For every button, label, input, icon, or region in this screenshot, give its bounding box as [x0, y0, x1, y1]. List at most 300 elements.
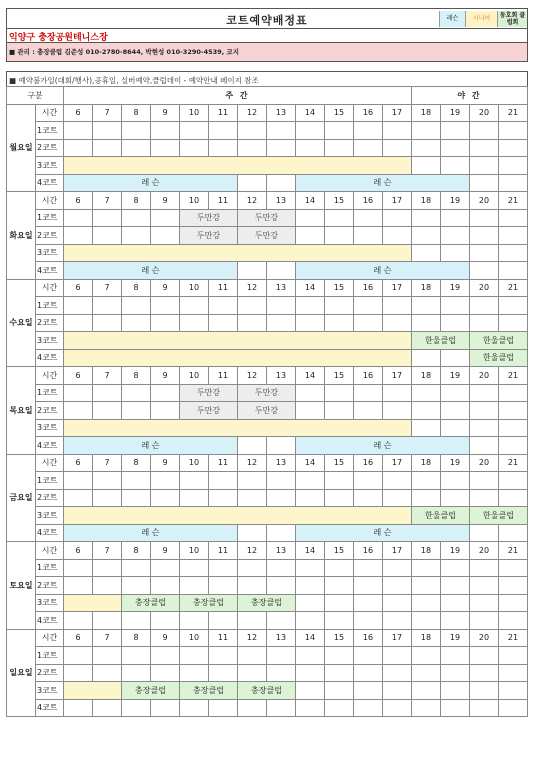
slot-cell[interactable] — [325, 612, 354, 630]
slot-cell[interactable] — [499, 209, 528, 227]
slot-cell[interactable] — [325, 594, 354, 612]
slot-cell[interactable] — [93, 402, 122, 420]
booking-block[interactable]: 두만강 — [180, 402, 238, 420]
slot-cell[interactable] — [325, 314, 354, 332]
slot-cell[interactable] — [499, 437, 528, 455]
slot-cell[interactable] — [412, 559, 441, 577]
booking-block[interactable]: 충장클럽 — [180, 594, 238, 612]
slot-cell[interactable] — [383, 699, 412, 717]
slot-cell[interactable] — [180, 314, 209, 332]
slot-cell[interactable] — [64, 612, 93, 630]
slot-cell[interactable] — [64, 384, 93, 402]
slot-cell[interactable] — [441, 139, 470, 157]
slot-cell[interactable] — [412, 314, 441, 332]
slot-cell[interactable] — [296, 664, 325, 682]
slot-cell[interactable] — [267, 139, 296, 157]
slot-cell[interactable] — [93, 227, 122, 245]
slot-cell[interactable] — [354, 297, 383, 315]
slot-cell[interactable] — [267, 262, 296, 280]
slot-cell[interactable] — [93, 314, 122, 332]
slot-cell[interactable] — [441, 314, 470, 332]
slot-cell[interactable] — [93, 472, 122, 490]
slot-cell[interactable] — [441, 297, 470, 315]
slot-cell[interactable] — [180, 612, 209, 630]
slot-cell[interactable] — [354, 594, 383, 612]
slot-cell[interactable] — [383, 647, 412, 665]
slot-cell[interactable] — [470, 577, 499, 595]
slot-cell[interactable] — [122, 472, 151, 490]
slot-cell[interactable] — [267, 472, 296, 490]
reserved-block[interactable] — [64, 157, 412, 175]
slot-cell[interactable] — [122, 612, 151, 630]
slot-cell[interactable] — [64, 297, 93, 315]
slot-cell[interactable] — [151, 489, 180, 507]
booking-block[interactable]: 한울클럽 — [470, 349, 528, 367]
slot-cell[interactable] — [209, 699, 238, 717]
booking-block[interactable]: 두만강 — [180, 384, 238, 402]
slot-cell[interactable] — [238, 174, 267, 192]
booking-block[interactable]: 레 슨 — [64, 262, 238, 280]
slot-cell[interactable] — [151, 297, 180, 315]
slot-cell[interactable] — [470, 524, 499, 542]
slot-cell[interactable] — [325, 559, 354, 577]
slot-cell[interactable] — [499, 122, 528, 140]
slot-cell[interactable] — [354, 384, 383, 402]
slot-cell[interactable] — [238, 559, 267, 577]
booking-block[interactable]: 레 슨 — [296, 524, 470, 542]
slot-cell[interactable] — [93, 699, 122, 717]
slot-cell[interactable] — [122, 577, 151, 595]
slot-cell[interactable] — [151, 612, 180, 630]
slot-cell[interactable] — [122, 402, 151, 420]
reserved-block[interactable] — [64, 682, 122, 700]
slot-cell[interactable] — [499, 647, 528, 665]
slot-cell[interactable] — [354, 402, 383, 420]
slot-cell[interactable] — [354, 682, 383, 700]
slot-cell[interactable] — [93, 489, 122, 507]
slot-cell[interactable] — [296, 682, 325, 700]
slot-cell[interactable] — [412, 594, 441, 612]
slot-cell[interactable] — [93, 209, 122, 227]
slot-cell[interactable] — [122, 489, 151, 507]
reserved-block[interactable] — [64, 419, 412, 437]
slot-cell[interactable] — [383, 314, 412, 332]
slot-cell[interactable] — [209, 647, 238, 665]
slot-cell[interactable] — [383, 209, 412, 227]
slot-cell[interactable] — [470, 612, 499, 630]
slot-cell[interactable] — [412, 419, 441, 437]
slot-cell[interactable] — [93, 139, 122, 157]
slot-cell[interactable] — [209, 472, 238, 490]
slot-cell[interactable] — [499, 174, 528, 192]
slot-cell[interactable] — [151, 577, 180, 595]
slot-cell[interactable] — [441, 594, 470, 612]
slot-cell[interactable] — [412, 577, 441, 595]
slot-cell[interactable] — [151, 122, 180, 140]
slot-cell[interactable] — [238, 524, 267, 542]
slot-cell[interactable] — [499, 419, 528, 437]
slot-cell[interactable] — [441, 472, 470, 490]
slot-cell[interactable] — [412, 209, 441, 227]
slot-cell[interactable] — [499, 227, 528, 245]
reserved-block[interactable] — [64, 332, 412, 350]
slot-cell[interactable] — [354, 699, 383, 717]
slot-cell[interactable] — [267, 297, 296, 315]
slot-cell[interactable] — [325, 489, 354, 507]
slot-cell[interactable] — [209, 577, 238, 595]
slot-cell[interactable] — [180, 489, 209, 507]
slot-cell[interactable] — [296, 384, 325, 402]
slot-cell[interactable] — [238, 612, 267, 630]
slot-cell[interactable] — [325, 122, 354, 140]
slot-cell[interactable] — [499, 314, 528, 332]
reserved-block[interactable] — [64, 507, 412, 525]
slot-cell[interactable] — [383, 472, 412, 490]
slot-cell[interactable] — [412, 489, 441, 507]
slot-cell[interactable] — [441, 559, 470, 577]
booking-block[interactable]: 두만강 — [238, 402, 296, 420]
slot-cell[interactable] — [151, 139, 180, 157]
booking-block[interactable]: 한울클럽 — [412, 332, 470, 350]
slot-cell[interactable] — [209, 559, 238, 577]
slot-cell[interactable] — [441, 489, 470, 507]
slot-cell[interactable] — [470, 227, 499, 245]
slot-cell[interactable] — [354, 472, 383, 490]
slot-cell[interactable] — [470, 244, 499, 262]
slot-cell[interactable] — [180, 472, 209, 490]
slot-cell[interactable] — [412, 227, 441, 245]
slot-cell[interactable] — [267, 174, 296, 192]
slot-cell[interactable] — [209, 314, 238, 332]
slot-cell[interactable] — [296, 227, 325, 245]
slot-cell[interactable] — [499, 262, 528, 280]
slot-cell[interactable] — [499, 559, 528, 577]
slot-cell[interactable] — [238, 664, 267, 682]
slot-cell[interactable] — [151, 402, 180, 420]
booking-block[interactable]: 충장클럽 — [238, 682, 296, 700]
slot-cell[interactable] — [441, 349, 470, 367]
slot-cell[interactable] — [209, 489, 238, 507]
slot-cell[interactable] — [180, 139, 209, 157]
slot-cell[interactable] — [151, 209, 180, 227]
slot-cell[interactable] — [441, 209, 470, 227]
slot-cell[interactable] — [93, 297, 122, 315]
slot-cell[interactable] — [122, 384, 151, 402]
booking-block[interactable]: 충장클럽 — [238, 594, 296, 612]
slot-cell[interactable] — [122, 647, 151, 665]
booking-block[interactable]: 레 슨 — [64, 174, 238, 192]
slot-cell[interactable] — [470, 384, 499, 402]
slot-cell[interactable] — [209, 664, 238, 682]
slot-cell[interactable] — [470, 489, 499, 507]
slot-cell[interactable] — [325, 577, 354, 595]
slot-cell[interactable] — [93, 559, 122, 577]
slot-cell[interactable] — [354, 209, 383, 227]
slot-cell[interactable] — [470, 699, 499, 717]
slot-cell[interactable] — [64, 209, 93, 227]
slot-cell[interactable] — [412, 384, 441, 402]
slot-cell[interactable] — [122, 314, 151, 332]
slot-cell[interactable] — [325, 472, 354, 490]
booking-block[interactable]: 레 슨 — [64, 437, 238, 455]
slot-cell[interactable] — [470, 262, 499, 280]
slot-cell[interactable] — [151, 664, 180, 682]
booking-block[interactable]: 레 슨 — [64, 524, 238, 542]
slot-cell[interactable] — [441, 384, 470, 402]
slot-cell[interactable] — [412, 612, 441, 630]
slot-cell[interactable] — [354, 314, 383, 332]
slot-cell[interactable] — [441, 227, 470, 245]
slot-cell[interactable] — [383, 559, 412, 577]
slot-cell[interactable] — [354, 612, 383, 630]
slot-cell[interactable] — [151, 559, 180, 577]
slot-cell[interactable] — [441, 699, 470, 717]
slot-cell[interactable] — [122, 209, 151, 227]
slot-cell[interactable] — [209, 122, 238, 140]
slot-cell[interactable] — [441, 577, 470, 595]
slot-cell[interactable] — [180, 699, 209, 717]
slot-cell[interactable] — [383, 664, 412, 682]
slot-cell[interactable] — [296, 314, 325, 332]
slot-cell[interactable] — [93, 577, 122, 595]
reserved-block[interactable] — [64, 594, 122, 612]
slot-cell[interactable] — [93, 664, 122, 682]
slot-cell[interactable] — [267, 489, 296, 507]
slot-cell[interactable] — [267, 612, 296, 630]
slot-cell[interactable] — [209, 612, 238, 630]
slot-cell[interactable] — [499, 139, 528, 157]
slot-cell[interactable] — [412, 664, 441, 682]
slot-cell[interactable] — [412, 472, 441, 490]
reserved-block[interactable] — [64, 349, 412, 367]
slot-cell[interactable] — [470, 157, 499, 175]
slot-cell[interactable] — [267, 577, 296, 595]
slot-cell[interactable] — [93, 647, 122, 665]
slot-cell[interactable] — [499, 402, 528, 420]
slot-cell[interactable] — [441, 664, 470, 682]
slot-cell[interactable] — [470, 647, 499, 665]
slot-cell[interactable] — [412, 682, 441, 700]
slot-cell[interactable] — [470, 664, 499, 682]
slot-cell[interactable] — [267, 559, 296, 577]
slot-cell[interactable] — [64, 122, 93, 140]
slot-cell[interactable] — [470, 209, 499, 227]
slot-cell[interactable] — [267, 647, 296, 665]
slot-cell[interactable] — [354, 559, 383, 577]
slot-cell[interactable] — [296, 489, 325, 507]
slot-cell[interactable] — [499, 157, 528, 175]
slot-cell[interactable] — [64, 664, 93, 682]
slot-cell[interactable] — [470, 122, 499, 140]
slot-cell[interactable] — [238, 577, 267, 595]
slot-cell[interactable] — [412, 349, 441, 367]
booking-block[interactable]: 두만강 — [180, 209, 238, 227]
slot-cell[interactable] — [64, 489, 93, 507]
slot-cell[interactable] — [383, 577, 412, 595]
slot-cell[interactable] — [499, 699, 528, 717]
slot-cell[interactable] — [499, 524, 528, 542]
slot-cell[interactable] — [325, 664, 354, 682]
slot-cell[interactable] — [64, 139, 93, 157]
slot-cell[interactable] — [325, 139, 354, 157]
slot-cell[interactable] — [238, 122, 267, 140]
slot-cell[interactable] — [499, 612, 528, 630]
slot-cell[interactable] — [64, 559, 93, 577]
booking-block[interactable]: 두만강 — [238, 384, 296, 402]
slot-cell[interactable] — [383, 384, 412, 402]
slot-cell[interactable] — [122, 122, 151, 140]
slot-cell[interactable] — [238, 489, 267, 507]
slot-cell[interactable] — [296, 472, 325, 490]
slot-cell[interactable] — [267, 314, 296, 332]
slot-cell[interactable] — [499, 594, 528, 612]
slot-cell[interactable] — [441, 157, 470, 175]
slot-cell[interactable] — [441, 402, 470, 420]
slot-cell[interactable] — [238, 437, 267, 455]
slot-cell[interactable] — [122, 139, 151, 157]
booking-block[interactable]: 충장클럽 — [180, 682, 238, 700]
slot-cell[interactable] — [296, 647, 325, 665]
slot-cell[interactable] — [296, 122, 325, 140]
booking-block[interactable]: 충장클럽 — [122, 594, 180, 612]
slot-cell[interactable] — [412, 297, 441, 315]
slot-cell[interactable] — [151, 472, 180, 490]
slot-cell[interactable] — [383, 297, 412, 315]
slot-cell[interactable] — [267, 122, 296, 140]
slot-cell[interactable] — [296, 594, 325, 612]
slot-cell[interactable] — [470, 472, 499, 490]
slot-cell[interactable] — [267, 664, 296, 682]
slot-cell[interactable] — [412, 402, 441, 420]
slot-cell[interactable] — [383, 402, 412, 420]
slot-cell[interactable] — [151, 384, 180, 402]
slot-cell[interactable] — [325, 297, 354, 315]
slot-cell[interactable] — [412, 244, 441, 262]
slot-cell[interactable] — [267, 699, 296, 717]
slot-cell[interactable] — [64, 647, 93, 665]
slot-cell[interactable] — [325, 227, 354, 245]
slot-cell[interactable] — [238, 472, 267, 490]
slot-cell[interactable] — [383, 682, 412, 700]
slot-cell[interactable] — [383, 489, 412, 507]
slot-cell[interactable] — [470, 402, 499, 420]
slot-cell[interactable] — [470, 594, 499, 612]
slot-cell[interactable] — [122, 227, 151, 245]
slot-cell[interactable] — [180, 647, 209, 665]
booking-block[interactable]: 두만강 — [180, 227, 238, 245]
slot-cell[interactable] — [470, 314, 499, 332]
slot-cell[interactable] — [354, 227, 383, 245]
slot-cell[interactable] — [64, 227, 93, 245]
booking-block[interactable]: 레 슨 — [296, 437, 470, 455]
slot-cell[interactable] — [296, 699, 325, 717]
slot-cell[interactable] — [441, 244, 470, 262]
slot-cell[interactable] — [412, 157, 441, 175]
slot-cell[interactable] — [441, 647, 470, 665]
slot-cell[interactable] — [412, 647, 441, 665]
slot-cell[interactable] — [441, 419, 470, 437]
slot-cell[interactable] — [499, 472, 528, 490]
slot-cell[interactable] — [354, 139, 383, 157]
slot-cell[interactable] — [122, 559, 151, 577]
slot-cell[interactable] — [383, 612, 412, 630]
slot-cell[interactable] — [499, 384, 528, 402]
slot-cell[interactable] — [383, 122, 412, 140]
reserved-block[interactable] — [64, 244, 412, 262]
booking-block[interactable]: 레 슨 — [296, 262, 470, 280]
slot-cell[interactable] — [499, 297, 528, 315]
slot-cell[interactable] — [267, 437, 296, 455]
slot-cell[interactable] — [325, 647, 354, 665]
booking-block[interactable]: 두만강 — [238, 209, 296, 227]
slot-cell[interactable] — [93, 384, 122, 402]
slot-cell[interactable] — [354, 122, 383, 140]
slot-cell[interactable] — [383, 594, 412, 612]
slot-cell[interactable] — [470, 419, 499, 437]
booking-block[interactable]: 레 슨 — [296, 174, 470, 192]
slot-cell[interactable] — [93, 612, 122, 630]
slot-cell[interactable] — [64, 314, 93, 332]
slot-cell[interactable] — [209, 297, 238, 315]
slot-cell[interactable] — [499, 244, 528, 262]
slot-cell[interactable] — [354, 577, 383, 595]
slot-cell[interactable] — [354, 489, 383, 507]
slot-cell[interactable] — [470, 139, 499, 157]
slot-cell[interactable] — [470, 559, 499, 577]
slot-cell[interactable] — [296, 209, 325, 227]
slot-cell[interactable] — [441, 122, 470, 140]
slot-cell[interactable] — [325, 209, 354, 227]
slot-cell[interactable] — [325, 384, 354, 402]
slot-cell[interactable] — [151, 314, 180, 332]
slot-cell[interactable] — [499, 682, 528, 700]
slot-cell[interactable] — [470, 437, 499, 455]
slot-cell[interactable] — [499, 577, 528, 595]
slot-cell[interactable] — [238, 647, 267, 665]
slot-cell[interactable] — [267, 524, 296, 542]
slot-cell[interactable] — [412, 139, 441, 157]
slot-cell[interactable] — [499, 489, 528, 507]
booking-block[interactable]: 한울클럽 — [412, 507, 470, 525]
slot-cell[interactable] — [470, 174, 499, 192]
slot-cell[interactable] — [296, 139, 325, 157]
slot-cell[interactable] — [180, 664, 209, 682]
slot-cell[interactable] — [441, 682, 470, 700]
slot-cell[interactable] — [296, 612, 325, 630]
slot-cell[interactable] — [412, 699, 441, 717]
slot-cell[interactable] — [296, 402, 325, 420]
slot-cell[interactable] — [296, 577, 325, 595]
slot-cell[interactable] — [383, 227, 412, 245]
slot-cell[interactable] — [122, 664, 151, 682]
slot-cell[interactable] — [151, 227, 180, 245]
slot-cell[interactable] — [238, 297, 267, 315]
slot-cell[interactable] — [209, 139, 238, 157]
slot-cell[interactable] — [441, 612, 470, 630]
booking-block[interactable]: 충장클럽 — [122, 682, 180, 700]
slot-cell[interactable] — [325, 402, 354, 420]
slot-cell[interactable] — [354, 664, 383, 682]
slot-cell[interactable] — [180, 297, 209, 315]
slot-cell[interactable] — [296, 297, 325, 315]
slot-cell[interactable] — [238, 699, 267, 717]
slot-cell[interactable] — [383, 139, 412, 157]
slot-cell[interactable] — [470, 682, 499, 700]
slot-cell[interactable] — [238, 139, 267, 157]
slot-cell[interactable] — [64, 577, 93, 595]
slot-cell[interactable] — [354, 647, 383, 665]
slot-cell[interactable] — [64, 402, 93, 420]
